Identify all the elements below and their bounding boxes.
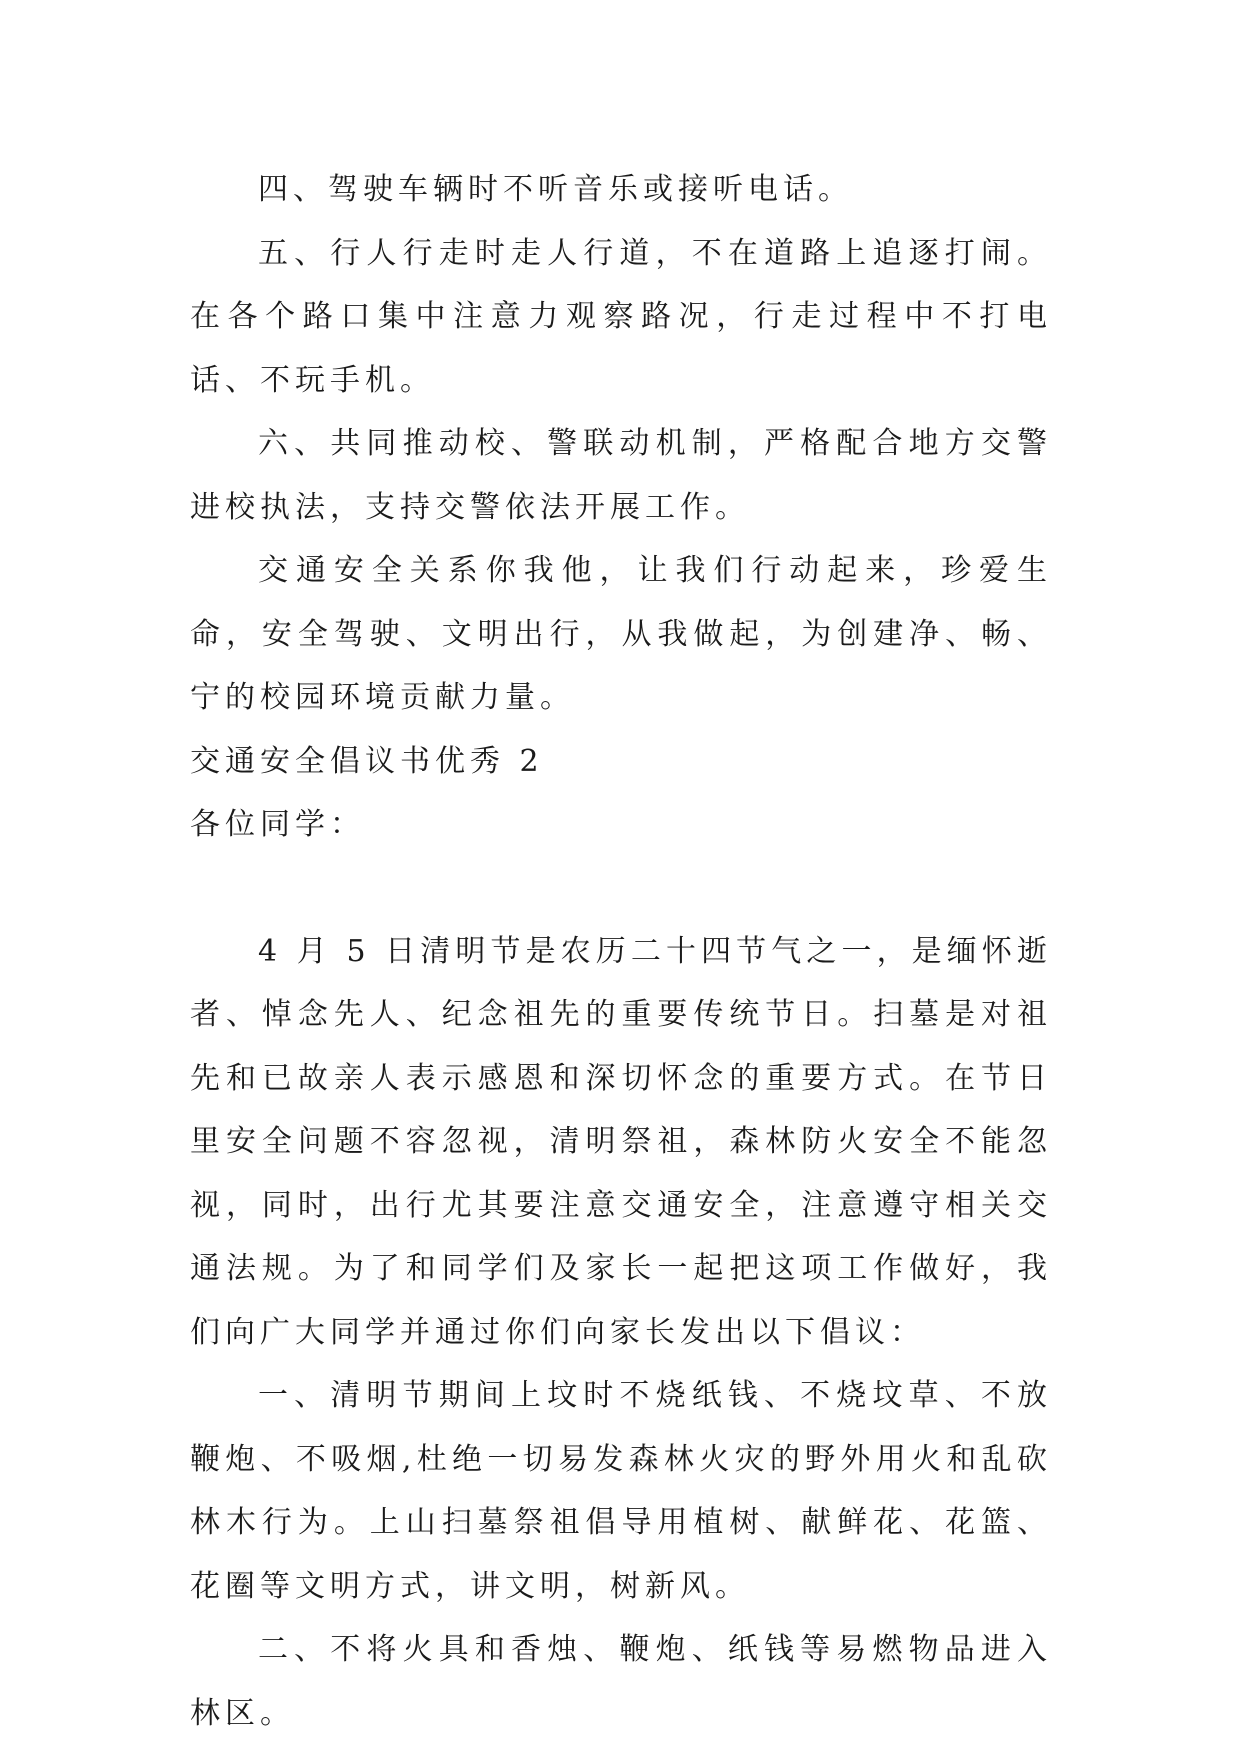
paragraph-item-2: 二、不将火具和香烛、鞭炮、纸钱等易燃物品进入林区。 xyxy=(190,1632,1052,1731)
paragraph-item-6: 六、共同推动校、警联动机制，严格配合地方交警进校执法，支持交警依法开展工作。 xyxy=(190,426,1052,525)
paragraph-item-5: 五、行人行走时走人行道，不在道路上追逐打闹。在各个路口集中注意力观察路况，行走过程中不打电话、不玩手机。 xyxy=(190,235,1052,398)
paragraph-closing: 交通安全关系你我他，让我们行动起来，珍爱生命，安全驾驶、文明出行，从我做起，为创建净、畅、宁的校园环境贡献力量。 xyxy=(190,553,1052,715)
paragraph-intro: 4 月 5 日清明节是农历二十四节气之一，是缅怀逝者、悼念先人、纪念祖先的重要传统节日。扫墓是对祖先和已故亲人表示感恩和深切怀念的重要方式。在节日里安全问题不容忽视，清明祭祖，森林防火安全不能忽视，同时，出行尤其要注意交通安全，注意遵守相关交通法规。为了和同学们及家长一起把这项工作做好，我们向广大同学并通过你们向家长发出以下倡议： xyxy=(190,933,1052,1350)
salutation: 各位同学： xyxy=(190,807,365,842)
section-title: 交通安全倡议书优秀 2 xyxy=(190,743,544,779)
document-body xyxy=(190,158,1052,1745)
paragraph-item-4: 四、驾驶车辆时不听音乐或接听电话。 xyxy=(258,172,853,207)
paragraph-item-1: 一、清明节期间上坟时不烧纸钱、不烧坟草、不放鞭炮、不吸烟,杜绝一切易发森林火灾的野外用火和乱砍林木行为。上山扫墓祭祖倡导用植树、献鲜花、花篮、花圈等文明方式，讲文明，树新风。 xyxy=(190,1378,1052,1604)
blank-line xyxy=(190,857,1052,920)
